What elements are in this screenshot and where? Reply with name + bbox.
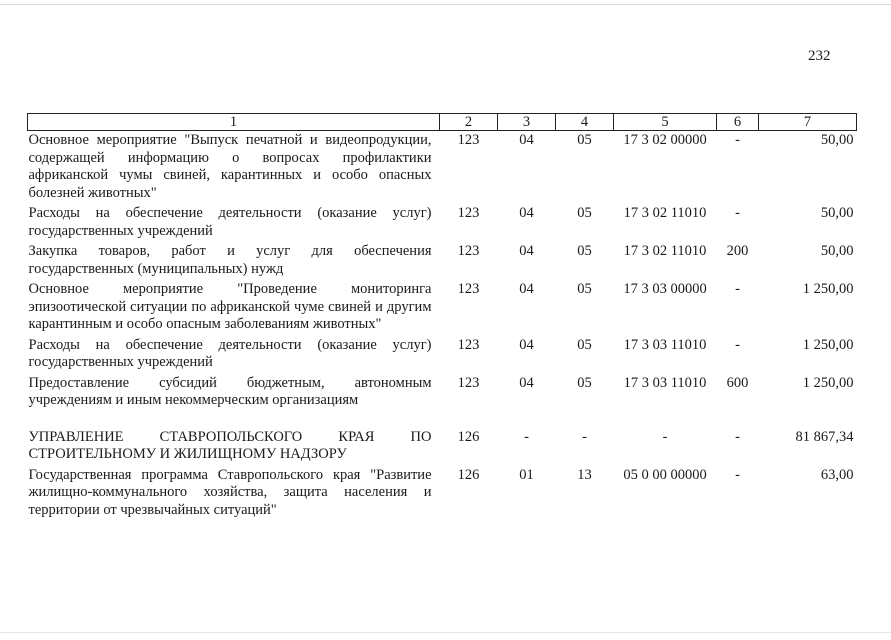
row-amount: 81 867,34 xyxy=(795,428,854,445)
table-row xyxy=(28,205,857,243)
row-section-code: 04 xyxy=(519,205,534,221)
row-amount: 1 250,00 xyxy=(802,374,854,391)
row-expense-type: - xyxy=(735,428,740,445)
header-col-6: 6 xyxy=(717,114,759,131)
row-section-code: 04 xyxy=(519,132,534,148)
row-name: УПРАВЛЕНИЕ СТАВРОПОЛЬСКОГО КРАЯ ПО СТРОИТЕЛЬНОМУ И ЖИЛИЩНОМУ НАДЗОРУ xyxy=(28,428,432,462)
row-name: Предоставление субсидий бюджетным, автономным учреждениям и иным некоммерческим организациям xyxy=(28,374,432,408)
row-expense-type: 200 xyxy=(726,243,749,259)
row-target-article: 17 3 03 00000 xyxy=(623,281,707,297)
scan-edge-top xyxy=(0,4,891,5)
budget-table xyxy=(27,113,857,522)
row-target-article: 17 3 02 00000 xyxy=(623,132,707,148)
table-row xyxy=(28,281,857,337)
header-col-3: 3 xyxy=(498,114,556,131)
row-ministry-code: 126 xyxy=(457,428,480,445)
row-subsection-code: 13 xyxy=(577,466,592,483)
row-subsection-code: 05 xyxy=(577,374,592,391)
row-target-article: 05 0 00 00000 xyxy=(623,466,707,483)
row-section-code: 04 xyxy=(519,374,534,391)
header-col-1: 1 xyxy=(28,114,440,131)
row-subsection-code: 05 xyxy=(577,243,592,259)
table-row xyxy=(28,243,857,281)
row-expense-type: - xyxy=(735,281,740,297)
row-expense-type: - xyxy=(735,132,740,148)
header-col-5: 5 xyxy=(614,114,717,131)
row-name: Расходы на обеспечение деятельности (оказание услуг) государственных учреждений xyxy=(28,205,432,239)
row-section-code: - xyxy=(524,428,529,445)
row-subsection-code: 05 xyxy=(577,281,592,297)
table-row xyxy=(28,467,857,523)
row-section-code: 04 xyxy=(519,336,534,353)
row-section-code: 04 xyxy=(519,281,534,297)
row-ministry-code: 123 xyxy=(457,132,480,148)
row-ministry-code: 123 xyxy=(457,243,480,259)
row-name: Основное мероприятие "Проведение мониторинга эпизоотической ситуации по африканской чуме свиней и другим карантинным и особо опасным заболеваниям животных" xyxy=(28,281,432,332)
row-subsection-code: - xyxy=(582,428,587,445)
scan-edge-bottom xyxy=(0,632,891,633)
row-amount: 50,00 xyxy=(820,132,854,148)
row-ministry-code: 123 xyxy=(457,205,480,221)
table-spacer-row xyxy=(28,413,857,429)
row-amount: 1 250,00 xyxy=(802,336,854,353)
row-section-code: 01 xyxy=(519,466,534,483)
row-name: Расходы на обеспечение деятельности (оказание услуг) государственных учреждений xyxy=(28,336,432,370)
row-expense-type: - xyxy=(735,205,740,221)
row-amount: 63,00 xyxy=(820,466,854,483)
header-col-4: 4 xyxy=(556,114,614,131)
row-subsection-code: 05 xyxy=(577,205,592,221)
row-target-article: 17 3 03 11010 xyxy=(623,336,707,353)
row-expense-type: - xyxy=(735,336,740,353)
row-target-article: 17 3 02 11010 xyxy=(623,205,707,221)
table-row xyxy=(28,337,857,375)
row-name: Закупка товаров, работ и услуг для обеспечения государственных (муниципальных) нужд xyxy=(28,243,432,277)
row-ministry-code: 126 xyxy=(457,466,480,483)
table-row xyxy=(28,429,857,467)
row-ministry-code: 123 xyxy=(457,336,480,353)
table-row xyxy=(28,131,857,206)
row-target-article: 17 3 02 11010 xyxy=(623,243,707,259)
row-expense-type: - xyxy=(735,466,740,483)
table-row xyxy=(28,375,857,413)
header-col-7: 7 xyxy=(759,114,857,131)
header-col-2: 2 xyxy=(440,114,498,131)
row-expense-type: 600 xyxy=(726,374,749,391)
row-target-article: 17 3 03 11010 xyxy=(623,374,707,391)
row-section-code: 04 xyxy=(519,243,534,259)
row-amount: 1 250,00 xyxy=(802,281,854,297)
row-subsection-code: 05 xyxy=(577,336,592,353)
row-amount: 50,00 xyxy=(820,243,854,259)
page-number: 232 xyxy=(808,48,831,64)
row-name: Государственная программа Ставропольского края "Развитие жилищно-коммунального хозяйства, защита населения и территории от чрезвычайных ситуаций" xyxy=(28,466,432,518)
row-amount: 50,00 xyxy=(820,205,854,221)
table-header-row xyxy=(28,114,857,131)
row-ministry-code: 123 xyxy=(457,374,480,391)
row-subsection-code: 05 xyxy=(577,132,592,148)
row-target-article: - xyxy=(662,428,668,445)
spacer-cell xyxy=(28,413,857,429)
row-name: Основное мероприятие "Выпуск печатной и видеопродукции, содержащей информацию о вопросах профилактики африканской чумы свиней, карантинных и особо опасных болезней животных" xyxy=(28,132,432,201)
row-ministry-code: 123 xyxy=(457,281,480,297)
